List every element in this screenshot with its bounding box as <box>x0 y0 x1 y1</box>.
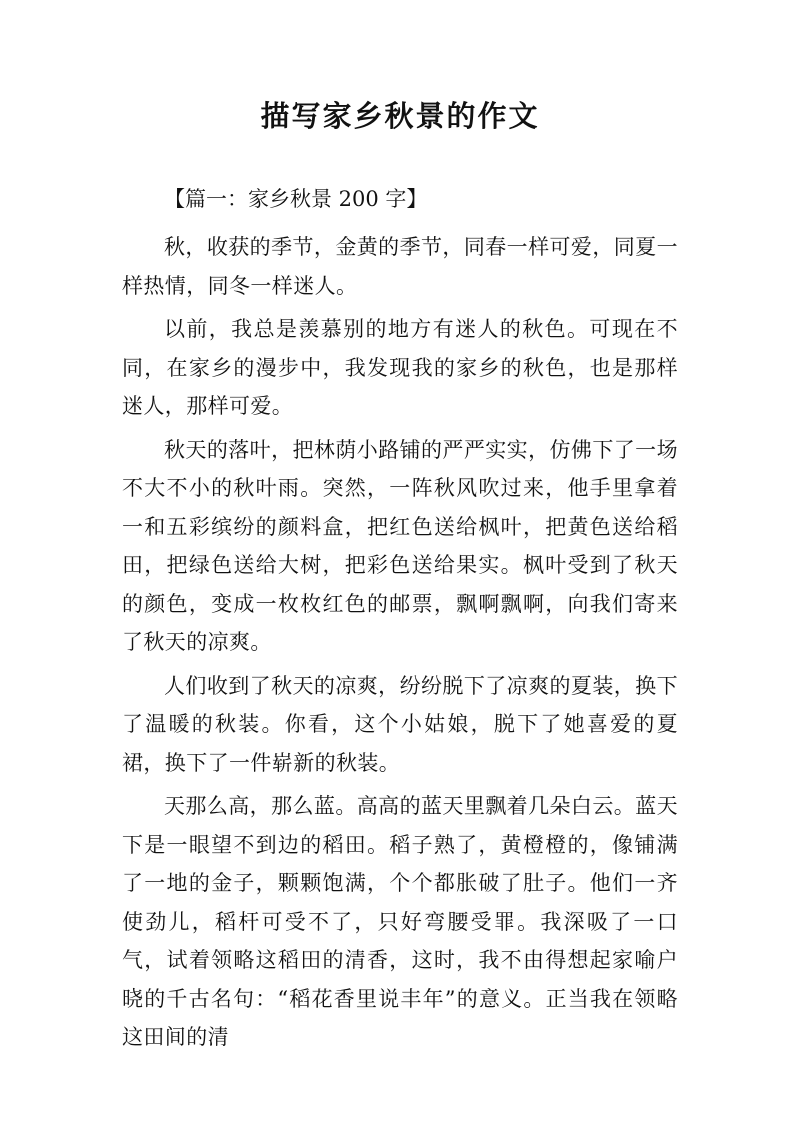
paragraph: 秋天的落叶，把林荫小路铺的严严实实，仿佛下了一场不大不小的秋叶雨。突然，一阵秋风吹过来，他手里拿着一和五彩缤纷的颜料盒，把红色送给枫叶，把黄色送给稻田，把绿色送给大树，把彩色送给果实。枫叶受到了秋天的颜色，变成一枚枚红色的邮票，飘啊飘啊，向我们寄来了秋天的凉爽。 <box>122 437 678 654</box>
paragraph: 人们收到了秋天的凉爽，纷纷脱下了凉爽的夏装，换下了温暖的秋装。你看，这个小姑娘，脱下了她喜爱的夏裙，换下了一件崭新的秋装。 <box>122 673 678 775</box>
section-heading: 【篇一：家乡秋景 200 字】 <box>164 187 428 211</box>
paragraph: 以前，我总是羡慕别的地方有迷人的秋色。可现在不同，在家乡的漫步中，我发现我的家乡的秋色，也是那样迷人，那样可爱。 <box>122 317 678 418</box>
paragraph: 秋，收获的季节，金黄的季节，同春一样可爱，同夏一样热情，同冬一样迷人。 <box>122 235 678 298</box>
paragraph: 天那么高，那么蓝。高高的蓝天里飘着几朵白云。蓝天下是一眼望不到边的稻田。稻子熟了，黄橙橙的，像铺满了一地的金子，颗颗饱满，个个都胀破了肚子。他们一齐使劲儿，稻杆可受不了，只好弯腰受罪。我深吸了一口气，试着领略这稻田的清香，这时，我不由得想起家喻户晓的千古名句：“稻花香里说丰年”的意义。正当我在领略这田间的清 <box>122 794 678 1049</box>
document-title: 描写家乡秋景的作文 <box>260 99 540 133</box>
